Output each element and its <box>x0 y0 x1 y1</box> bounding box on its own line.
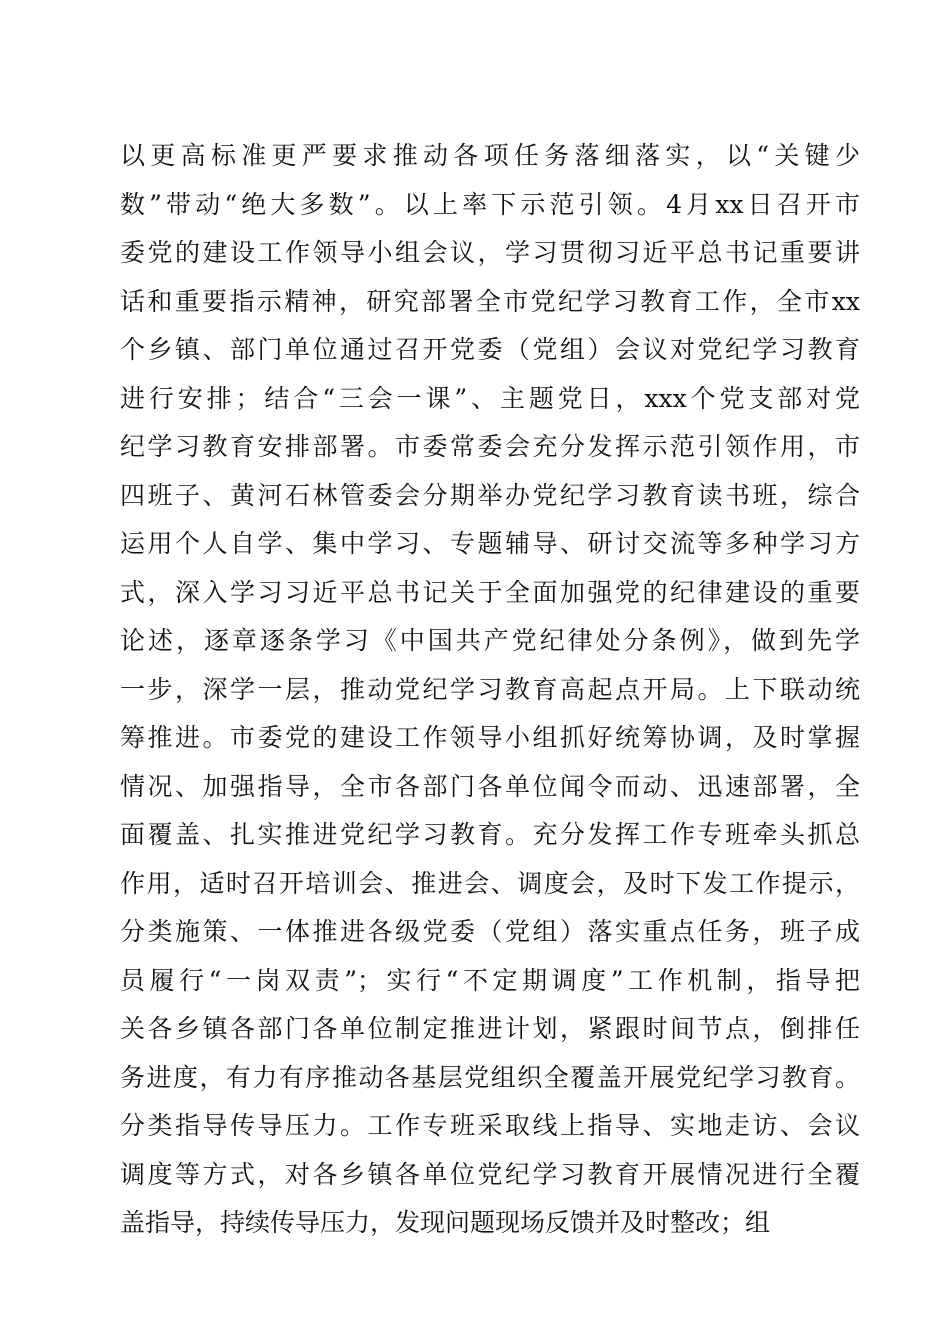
text-line: 式，深入学习习近平总书记关于全面加强党的纪律建设的重要 <box>120 577 860 607</box>
text-line: 话和重要指示精神，研究部署全市党纪学习教育工作，全市xx <box>120 286 860 316</box>
text-line: 纪学习教育安排部署。市委常委会充分发挥示范引领作用，市 <box>120 432 860 461</box>
text-line: 作用，适时召开培训会、推进会、调度会，及时下发工作提示， <box>120 868 860 898</box>
text-line: 关各乡镇各部门各单位制定推进计划，紧跟时间节点，倒排任 <box>120 1014 860 1043</box>
text-line: 一步，深学一层，推动党纪学习教育高起点开局。上下联动统 <box>120 674 860 704</box>
text-line: 运用个人自学、集中学习、专题辅导、研讨交流等多种学习方 <box>120 529 860 558</box>
text-line: 员履行“一岗双责”；实行“不定期调度”工作机制，指导把 <box>120 965 860 995</box>
text-line: 以更高标准更严要求推动各项任务落细落实，以“关键少 <box>120 141 860 170</box>
text-line: 个乡镇、部门单位通过召开党委（党组）会议对党纪学习教育 <box>120 335 860 364</box>
text-line: 四班子、黄河石林管委会分期举办党纪学习教育读书班，综合 <box>120 480 860 510</box>
text-line: 务进度，有力有序推动各基层党组织全覆盖开展党纪学习教育。 <box>120 1062 860 1092</box>
text-line: 调度等方式，对各乡镇各单位党纪学习教育开展情况进行全覆 <box>120 1159 860 1189</box>
text-line: 分类指导传导压力。工作专班采取线上指导、实地走访、会议 <box>120 1111 860 1140</box>
body-paragraph <box>120 132 860 1248</box>
text-line: 数”带动“绝大多数”。以上率下示范引领。4月xx日召开市 <box>120 189 860 219</box>
text-line: 情况、加强指导，全市各部门各单位闻令而动、迅速部署，全 <box>120 771 860 801</box>
text-line: 分类施策、一体推进各级党委（党组）落实重点任务，班子成 <box>120 917 860 946</box>
text-line: 委党的建设工作领导小组会议，学习贯彻习近平总书记重要讲 <box>120 238 860 267</box>
text-line: 筹推进。市委党的建设工作领导小组抓好统筹协调，及时掌握 <box>120 723 860 752</box>
text-line: 论述，逐章逐条学习《中国共产党纪律处分条例》，做到先学 <box>120 626 860 655</box>
text-line: 进行安排；结合“三会一课”、主题党日，xxx个党支部对党 <box>120 383 860 413</box>
text-line: 盖指导，持续传导压力，发现问题现场反馈并及时整改；组 <box>120 1208 771 1237</box>
text-line: 面覆盖、扎实推进党纪学习教育。充分发挥工作专班牵头抓总 <box>120 820 860 849</box>
